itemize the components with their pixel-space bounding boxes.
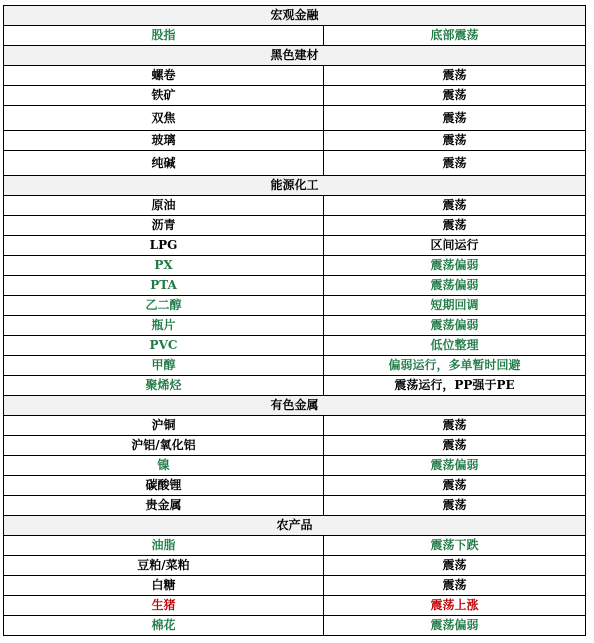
commodity-name: 双焦 (4, 106, 324, 131)
table-row (4, 256, 586, 276)
market-view: 震荡 (324, 556, 586, 576)
market-view: 震荡 (324, 66, 586, 86)
section-title: 能源化工 (4, 176, 586, 196)
market-view: 低位整理 (324, 336, 586, 356)
market-view-table (3, 5, 586, 636)
market-view: 震荡上涨 (324, 596, 586, 616)
section-header-row (4, 46, 586, 66)
commodity-name: 沪铜 (4, 416, 324, 436)
market-view: 偏弱运行，多单暂时回避 (324, 356, 586, 376)
market-view: 震荡偏弱 (324, 616, 586, 636)
commodity-name: 乙二醇 (4, 296, 324, 316)
market-view: 震荡运行，PP强于PE (324, 376, 586, 396)
table-row (4, 316, 586, 336)
table-row (4, 66, 586, 86)
table-row (4, 536, 586, 556)
market-view: 震荡 (324, 86, 586, 106)
table-row (4, 556, 586, 576)
market-view: 震荡 (324, 106, 586, 131)
commodity-name: 豆粕/菜粕 (4, 556, 324, 576)
section-header-row (4, 6, 586, 26)
table-row (4, 476, 586, 496)
market-view: 震荡 (324, 576, 586, 596)
commodity-name: 碳酸锂 (4, 476, 324, 496)
table-row (4, 356, 586, 376)
market-view: 短期回调 (324, 296, 586, 316)
table-row (4, 336, 586, 356)
commodity-name: 沥青 (4, 216, 324, 236)
section-header-row (4, 516, 586, 536)
section-title: 宏观金融 (4, 6, 586, 26)
table-row (4, 616, 586, 636)
commodity-name: PX (4, 256, 324, 276)
market-view-table-container (3, 5, 586, 636)
commodity-name: 沪铝/氧化铝 (4, 436, 324, 456)
commodity-name: 白糖 (4, 576, 324, 596)
table-row (4, 216, 586, 236)
section-header-row (4, 396, 586, 416)
market-view: 震荡偏弱 (324, 256, 586, 276)
commodity-name: 棉花 (4, 616, 324, 636)
section-title: 有色金属 (4, 396, 586, 416)
commodity-name: 螺卷 (4, 66, 324, 86)
market-view: 震荡 (324, 196, 586, 216)
market-view: 震荡 (324, 476, 586, 496)
market-view: 震荡 (324, 496, 586, 516)
table-row (4, 436, 586, 456)
section-title: 农产品 (4, 516, 586, 536)
table-row (4, 376, 586, 396)
table-row (4, 456, 586, 476)
commodity-name: 原油 (4, 196, 324, 216)
commodity-name: 股指 (4, 26, 324, 46)
table-row (4, 496, 586, 516)
section-header-row (4, 176, 586, 196)
market-view: 震荡下跌 (324, 536, 586, 556)
table-row (4, 596, 586, 616)
market-view: 底部震荡 (324, 26, 586, 46)
commodity-name: 聚烯烃 (4, 376, 324, 396)
table-row (4, 151, 586, 176)
commodity-name: PVC (4, 336, 324, 356)
market-view: 震荡 (324, 151, 586, 176)
table-row (4, 236, 586, 256)
commodity-name: 铁矿 (4, 86, 324, 106)
commodity-name: 贵金属 (4, 496, 324, 516)
market-view: 震荡 (324, 416, 586, 436)
market-view: 震荡偏弱 (324, 456, 586, 476)
table-row (4, 416, 586, 436)
table-row (4, 26, 586, 46)
table-body (4, 6, 586, 636)
commodity-name: LPG (4, 236, 324, 256)
table-row (4, 106, 586, 131)
commodity-name: PTA (4, 276, 324, 296)
commodity-name: 油脂 (4, 536, 324, 556)
market-view: 区间运行 (324, 236, 586, 256)
market-view: 震荡 (324, 436, 586, 456)
commodity-name: 瓶片 (4, 316, 324, 336)
table-row (4, 576, 586, 596)
commodity-name: 玻璃 (4, 131, 324, 151)
table-row (4, 196, 586, 216)
market-view: 震荡偏弱 (324, 316, 586, 336)
market-view: 震荡偏弱 (324, 276, 586, 296)
commodity-name: 纯碱 (4, 151, 324, 176)
table-row (4, 131, 586, 151)
commodity-name: 镍 (4, 456, 324, 476)
market-view: 震荡 (324, 216, 586, 236)
table-row (4, 276, 586, 296)
section-title: 黑色建材 (4, 46, 586, 66)
commodity-name: 甲醇 (4, 356, 324, 376)
table-row (4, 86, 586, 106)
market-view: 震荡 (324, 131, 586, 151)
commodity-name: 生猪 (4, 596, 324, 616)
table-row (4, 296, 586, 316)
